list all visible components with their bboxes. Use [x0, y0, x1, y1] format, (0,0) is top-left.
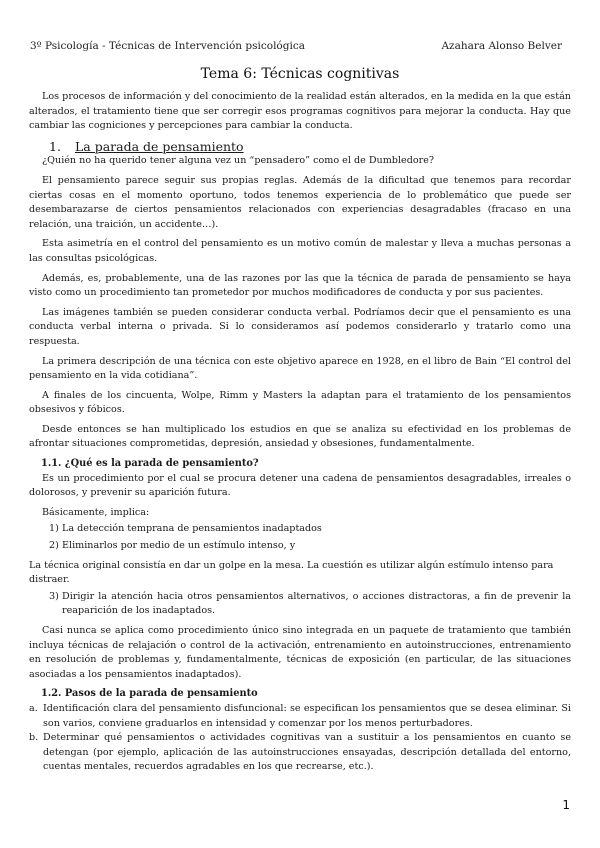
list-item — [29, 731, 571, 775]
closing-paragraph: Casi nunca se aplica como procedimiento único sino integrada en un paquete de tratamiento que también incluya técnicas de relajación o control de la activación, entrenamiento en autoinstrucciones, entrenamiento en resolución de problemas y, fundamentalmente, técnicas de exposición (en particular, de las situaciones asociadas a los pensamientos inadaptados). — [29, 625, 571, 680]
page-title: Tema 6: Técnicas cognitivas — [200, 66, 400, 82]
definition-paragraph: Es un procedimiento por el cual se procura detener una cadena de pensamientos desagradables, irreales o dolorosos, y prevenir su aparición futura. — [29, 472, 571, 499]
list-marker: 1) — [49, 523, 59, 535]
list-marker: b. — [29, 732, 39, 744]
section-title: La parada de pensamiento — [75, 138, 244, 154]
header-author: Azahara Alonso Belver — [441, 40, 562, 52]
subsection-heading: 1.2. Pasos de la parada de pensamiento — [41, 688, 258, 700]
paragraph: Desde entonces se han multiplicado los estudios en que se analiza su efectividad en los problemas de afrontar situaciones comprometidas, depresión, ansiedad y obsesiones, fundamentalmente. — [29, 423, 571, 450]
subsection-heading: 1.1. ¿Qué es la parada de pensamiento? — [41, 458, 259, 470]
document-body — [29, 90, 571, 775]
section-heading — [29, 140, 571, 155]
list-text: Determinar qué pensamientos o actividades cognitivas van a sustituir a los pensamientos en cuanto se detengan (por ejemplo, aplicación de las autoinstrucciones ensayadas, descripción detallada del entorno, cuentas mentales, recuerdos agradables en los que recrearse, etc.). — [43, 732, 571, 773]
note-paragraph: La técnica original consistía en dar un golpe en la mesa. La cuestión es utilizar algún estímulo intenso para distraer. — [29, 559, 554, 586]
list-text: Eliminarlos por medio de un estímulo intenso, y — [62, 540, 296, 552]
paragraph: A finales de los cincuenta, Wolpe, Rimm y Masters la adaptan para el tratamiento de los pensamientos obsesivos y fóbicos. — [29, 389, 571, 416]
list-text: Dirigir la atención hacia otros pensamientos alternativos, o acciones distractoras, a fin de prevenir la reaparición de los inadaptados. — [62, 590, 571, 617]
header-course: 3º Psicología - Técnicas de Intervención psicológica — [30, 40, 305, 52]
paragraph: El pensamiento parece seguir sus propias reglas. Además de la dificultad que tenemos para recordar ciertas cosas en el momento oportuno, todos tenemos experiencia de lo problemático que puede ser desembarazarse de ciertos pensamientos relacionados con experiencias desagradables (fracaso en una relación, una traición, un accidente…). — [29, 174, 571, 230]
paragraph: Las imágenes también se pueden considerar conducta verbal. Podríamos decir que el pensamiento es una conducta verbal interna o privada. Si lo consideramos así podemos considerarlo y tratarlo como una respuesta. — [29, 306, 571, 347]
list-item — [29, 522, 571, 537]
paragraph: La primera descripción de una técnica con este objetivo aparece en 1928, en el libro de Bain “El control del pensamiento en la vida cotidiana”. — [29, 355, 571, 382]
list-item — [29, 702, 571, 731]
section-question: ¿Quién no ha querido tener alguna vez un “pensadero” como el de Dumbledore? — [42, 155, 435, 167]
list-item — [29, 590, 571, 619]
list-marker: 3) — [49, 590, 59, 602]
intro-paragraph: Los procesos de información y del conocimiento de la realidad están alterados, en la medida en la que están alterados, el tratamiento tiene que ser corregir esos programas cognitivos para mejorar la conducta. Hay que cambiar las cogniciones y percepciones para cambiar la conducta. — [29, 91, 571, 132]
list-marker: 2) — [49, 540, 59, 552]
list-marker: a. — [29, 702, 38, 714]
list-item — [29, 539, 571, 554]
list-text: Identificación clara del pensamiento disfuncional: se especifican los pensamientos que se desea eliminar. Si son varios, conviene graduarlos en intensidad y comenzar por los menos perturbadores. — [43, 702, 571, 729]
section-number: 1. — [49, 138, 61, 154]
paragraph: Además, es, probablemente, una de las razones por las que la técnica de parada de pensamiento se haya visto como un procedimiento tan prometedor por muchos modificadores de conducta y por sus pacientes. — [29, 272, 571, 299]
implies-label: Básicamente, implica: — [42, 506, 150, 518]
list-text: La detección temprana de pensamientos inadaptados — [62, 523, 322, 535]
page-number: 1 — [562, 798, 570, 812]
paragraph: Esta asimetría en el control del pensamiento es un motivo común de malestar y lleva a muchas personas a las consultas psicológicas. — [29, 238, 571, 264]
